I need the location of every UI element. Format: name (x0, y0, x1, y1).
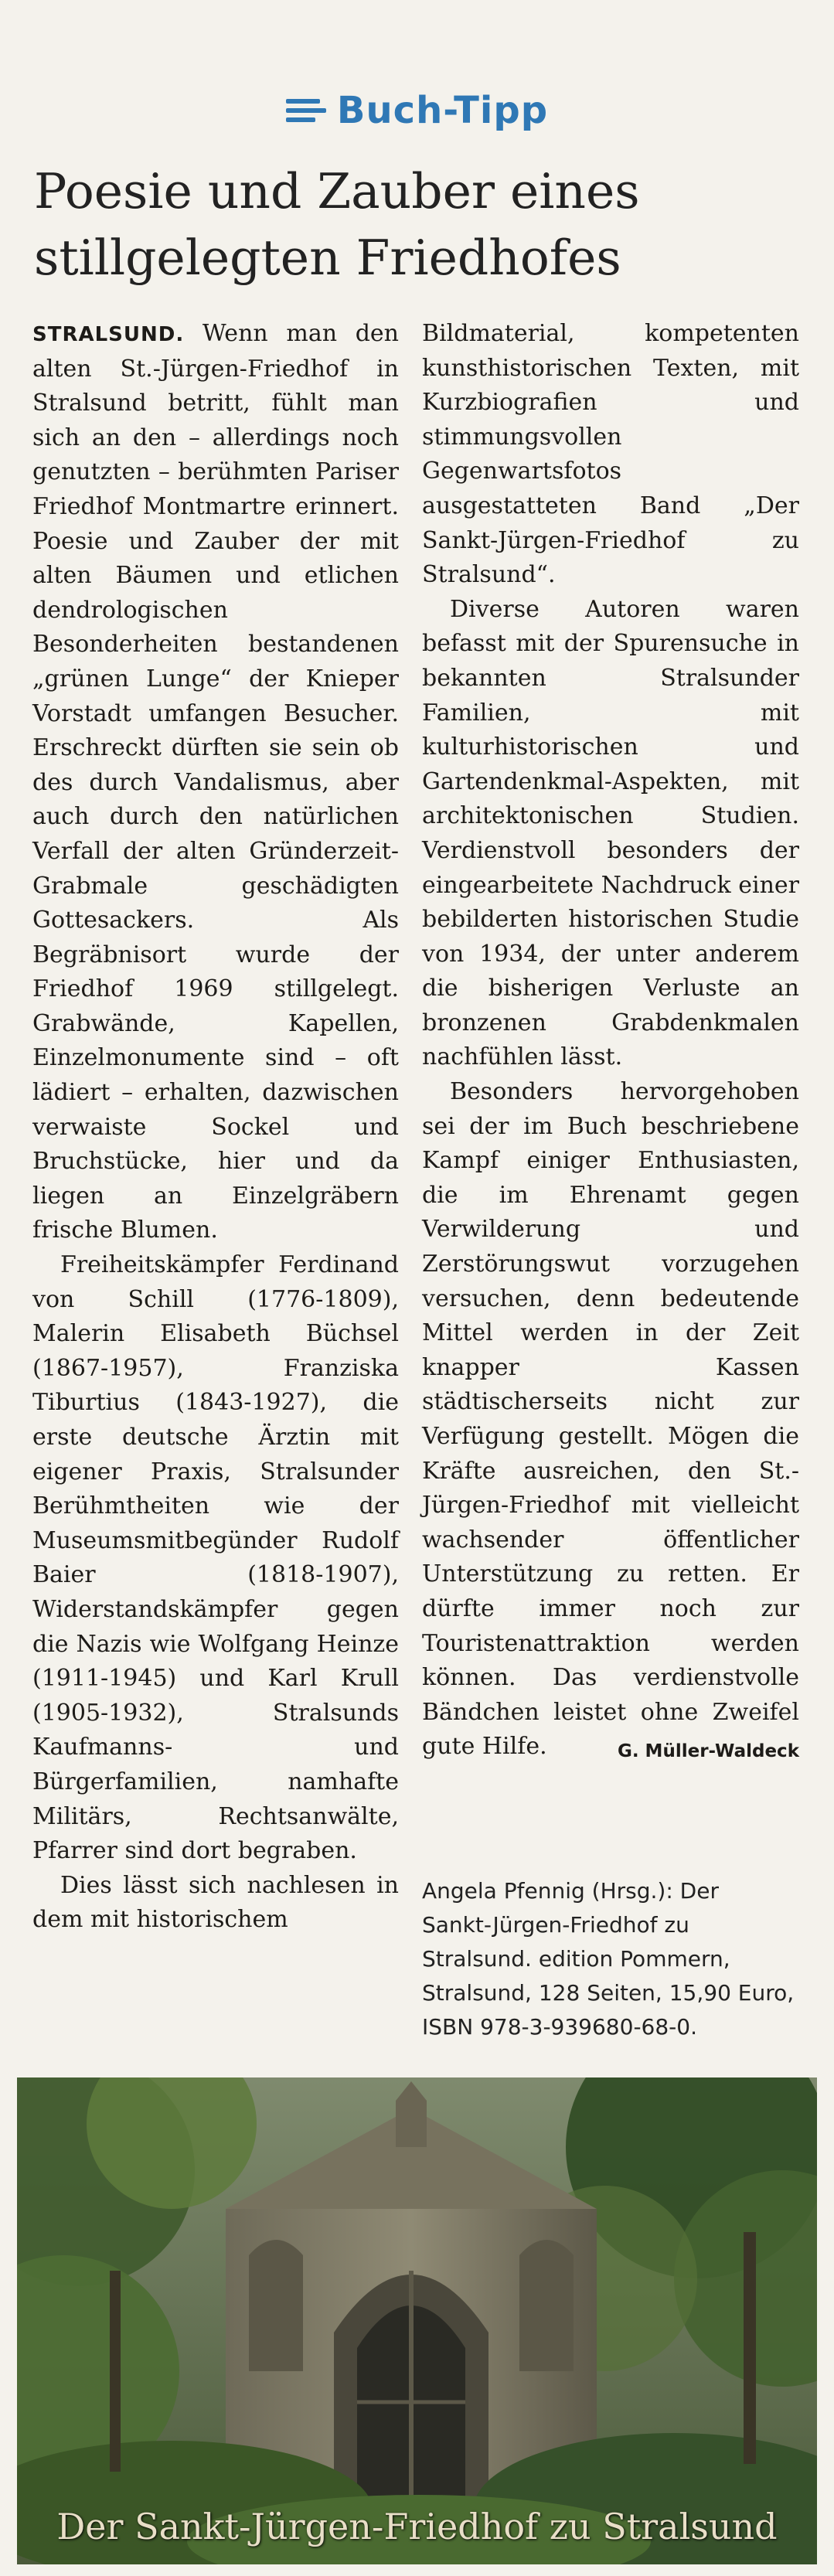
book-info-line: Angela Pfennig (Hrsg.): Der (422, 1878, 719, 1904)
book-info-line: ISBN 978-3-939680-68-0. (422, 2014, 697, 2040)
paragraph (422, 1075, 799, 1764)
paragraph: Bildmaterial, kompetenten kunsthistorischen Texten, mit Kurzbiografien und stimmungsvollen Gegenwartsfotos ausgestatteten Band „Der Sankt-Jürgen-Friedhof zu Stralsund“. (422, 320, 799, 589)
article-column-left (32, 317, 399, 1938)
photo-caption: Der Sankt-Jürgen-Friedhof zu Stralsund (56, 2506, 778, 2547)
paragraph-text: Wenn man den alten St.-Jürgen-Friedhof in Stralsund betritt, fühlt man sich an den – allerdings noch genutzten – berühmten Pariser Friedhof Montmartre erinnert. Poesie und Zauber der mit alten Bäumen und etlichen dendrologischen Besonderheiten bestandenen „grünen Lunge“ der Knieper Vorstadt umfangen Besucher. Erschreckt dürften sie sein ob des durch Vandalismus, aber auch durch den natürlichen Verfall der alten Gründerzeit-Grabmale geschädigten Gottesackers. Als Begräbnisort wurde der Friedhof 1969 stillgelegt. Grabwände, Kapellen, Einzelmonumente sind – oft lädiert – erhalten, dazwischen verwaiste Sockel und Bruchstücke, hier und da liegen an Einzelgräbern frische Blumen. (32, 320, 399, 1244)
chapel-illustration (17, 2077, 817, 2564)
book-info (422, 1874, 801, 2044)
author-byline: G. Müller-Waldeck (617, 1741, 799, 1762)
paragraph (32, 317, 399, 1248)
paragraph: Freiheitskämpfer Ferdinand von Schill (1776-1809), Malerin Elisabeth Büchsel (1867-1957), Franziska Tiburtius (1843-1927), die erste deutsche Ärztin mit eigener Praxis, Stralsunder Berühmtheiten wie der Museumsmitbegünder Rudolf Baier (1818-1907), Widerstandskämpfer gegen die Nazis wie Wolfgang Heinze (1911-1945) und Karl Krull (1905-1932), Stralsunds Kaufmanns- und Bürgerfamilien, namhafte Militärs, Rechtsanwälte, Pfarrer sind dort begraben. (32, 1251, 399, 1865)
paragraph-text: Besonders hervorgehoben sei der im Buch beschriebene Kampf einiger Enthusiasten, die im Ehrenamt gegen Verwilderung und Zerstörungswut vorzugehen versuchen, denn bedeutende Mittel werden in der Zeit knapper Kassen städtischerseits nicht zur Verfügung gestellt. Mögen die Kräfte ausreichen, den St.-Jürgen-Friedhof mit vielleicht wachsender öffentlicher Unterstützung zu retten. Er dürfte immer noch zur Touristenattraktion werden können. Das verdienstvolle Bändchen leistet ohne Zweifel gute Hilfe. (422, 1078, 799, 1761)
article-column-right (422, 317, 799, 1769)
rubric-header (0, 83, 834, 138)
paragraph: Dies lässt sich nachlesen in dem mit historischem (32, 1871, 399, 1934)
book-info-line: Stralsund, 128 Seiten, 15,90 Euro, (422, 1980, 795, 2006)
cemetery-photo (17, 2077, 817, 2564)
dateline: STRALSUND. (32, 323, 185, 346)
book-info-line: Stralsund. edition Pommern, (422, 1946, 730, 1972)
paragraph: Diverse Autoren waren befasst mit der Spurensuche in bekannten Stralsunder Familien, mit kulturhistorischen und Gartendenkmal-Aspekten, mit architektonischen Studien. Verdienstvoll besonders der eingearbeitete Nachdruck einer bebilderten historischen Studie von 1934, der unter anderem die bisherigen Verluste an bronzenen Grabdenkmalen nachfühlen lässt. (422, 595, 799, 1071)
stacked-lines-icon (286, 99, 326, 122)
book-info-line: Sankt-Jürgen-Friedhof zu (422, 1912, 689, 1938)
headline: Poesie und Zauber eines stillgelegten Friedhofes (34, 163, 640, 286)
rubric-label: Buch-Tipp (336, 89, 549, 132)
